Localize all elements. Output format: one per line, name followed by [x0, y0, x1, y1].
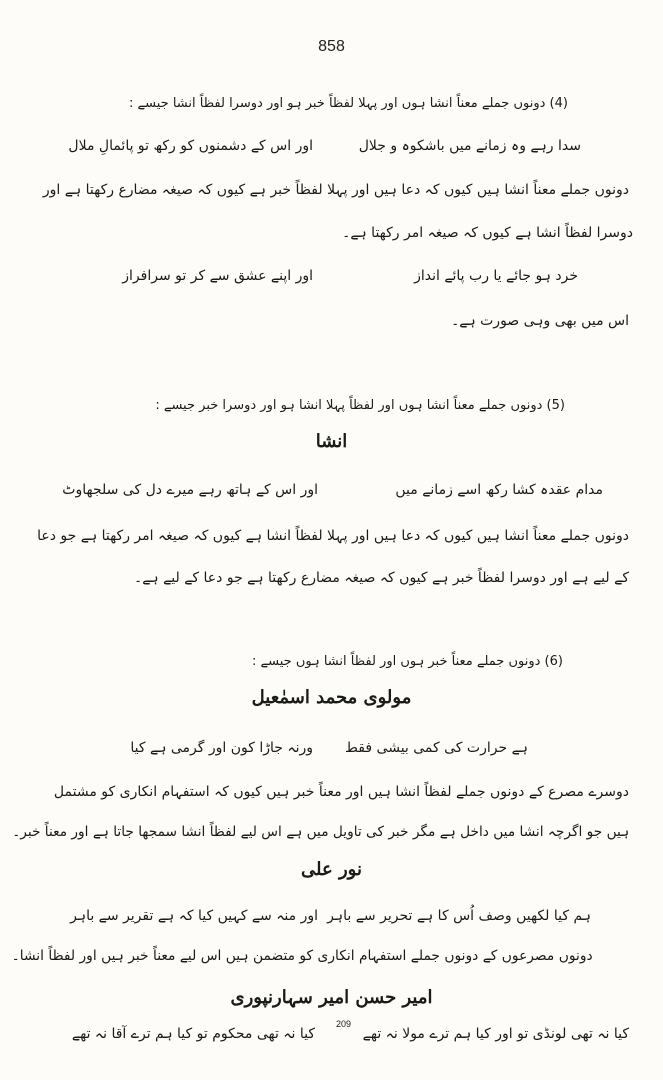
section-4-explanation-1: دونوں جملے معناً انشا ہیں کیوں کہ دعا ہیں اور پہلا لفظاً خبر ہے کیوں کہ صیغہ مضارع رکھتا ہے اور: [42, 182, 629, 198]
section-6-heading: (6) دونوں جملے معناً خبر ہوں اور لفظاً انشا ہوں جیسے :: [252, 654, 563, 669]
section-6-poet-2: نور علی: [301, 859, 362, 880]
section-6-verse-3-first: کیا نہ تھی لونڈی تو اور کیا ہم ترے مولا نہ تھے: [362, 1026, 629, 1042]
section-6-verse-1-second: ورنہ جاڑا کون اور گرمی ہے کیا: [130, 740, 313, 756]
section-4-verse-1-second: اور اس کے دشمنوں کو رکھ تو پائمالِ ملال: [68, 138, 313, 154]
section-4-explanation-3: اس میں بھی وہی صورت ہے۔: [451, 313, 629, 329]
section-5-verse-second: اور اس کے ہاتھ رہے میرے دل کی سلجھاوٹ: [62, 482, 318, 498]
section-4-explanation-2: دوسرا لفظاً انشا ہے کیوں کہ صیغہ امر رکھتا ہے۔: [342, 225, 633, 241]
section-6-explanation-1: دوسرے مصرع کے دونوں جملے لفظاً انشا ہیں اور معناً خبر ہیں کیوں کہ استفہام انکاری کو مشتمل: [53, 784, 629, 800]
section-6-poet-3: امیر حسن امیر سہارنپوری: [230, 987, 433, 1008]
section-5-explanation-2: کے لیے ہے اور دوسرا لفظاً خبر ہے کیوں کہ صیغہ مضارع رکھتا ہے جو دعا کے لیے ہے۔: [134, 570, 629, 586]
page-number: 858: [318, 38, 345, 55]
section-6-poet-1: مولوی محمد اسمٰعیل: [251, 687, 412, 708]
section-6-verse-3-second: کیا نہ تھی محکوم تو کیا ہم ترے آقا نہ تھے: [71, 1026, 315, 1042]
section-5-verse-first: مدام عقدہ کشا رکھ اسے زمانے میں: [395, 482, 603, 498]
section-4-verse-2-first: خرد ہو جائے یا رب پائے انداز: [414, 268, 578, 284]
section-5-heading: (5) دونوں جملے معناً انشا ہوں اور لفظاً پہلا انشا ہو اور دوسرا خبر جیسے :: [155, 398, 565, 413]
section-6-verse-2-second: اور منہ سے کہیں کیا کہ ہے تقریر سے باہر: [70, 908, 318, 924]
footnote-marker: 209: [335, 1019, 351, 1029]
section-6-verse-1-first: ہے حرارت کی کمی بیشی فقط: [345, 740, 528, 756]
section-4-heading: (4) دونوں جملے معناً انشا ہوں اور پہلا لفظاً خبر ہو اور دوسرا لفظاً انشا جیسے :: [129, 96, 568, 111]
section-4-verse-1-first: سدا رہے وہ زمانے میں باشکوہ و جلال: [358, 138, 581, 154]
section-4-verse-2-second: اور اپنے عشق سے کر تو سرافراز: [122, 268, 313, 284]
section-6-verse-2-first: ہم کیا لکھیں وصف اُس کا ہے تحریر سے باہر: [327, 908, 591, 924]
section-6-explanation-3: دونوں مصرعوں کے دونوں جملے استفہام انکاری کو متضمن ہیں اس لیے معناً خبر ہیں اور لفظاً انشا۔: [11, 948, 593, 964]
section-5-poet: انشا: [315, 431, 348, 452]
section-5-explanation-1: دونوں جملے معناً انشا ہیں کیوں کہ دعا ہیں اور پہلا لفظاً انشا ہے کیوں کہ صیغہ امر رکھتا ہے جو دعا: [37, 528, 629, 544]
section-6-explanation-2: ہیں جو اگرچہ انشا میں داخل ہے مگر خبر کی تاویل میں ہے اس لیے لفظاً انشا سمجھا جاتا ہے اور معناً خبر۔: [12, 824, 629, 840]
